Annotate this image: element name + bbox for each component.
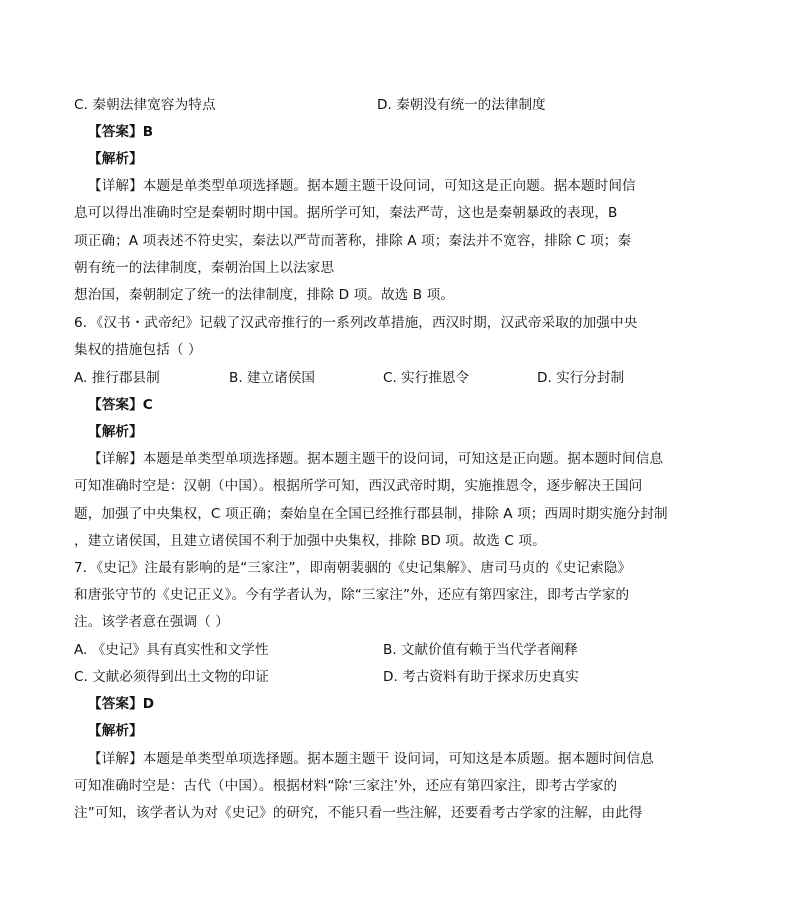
- q6-stem-line: 6．《汉书・武帝纪》记载了汉武帝推行的一系列改革措施，西汉时期，汉武帝采取的加强中央: [74, 315, 638, 331]
- q7-option-c: C. 文献必须得到出土文物的印证: [74, 669, 269, 685]
- q7-stem-line: 注。该学者意在强调（ ）: [74, 614, 230, 630]
- q6-detail-line: ，建立诸侯国，且建立诸侯国不利于加强中央集权，排除 BD 项。故选 C 项。: [74, 533, 546, 549]
- q6-detail-line: 可知准确时空是：汉朝（中国）。根据所学可知，西汉武帝时期，实施推恩令，逐步解决王国问: [74, 478, 643, 494]
- q7-detail-line: 注”可知，该学者认为对《史记》的研究，不能只看一些注解，还要看考古学家的注解，由此得: [74, 805, 643, 821]
- q7-option-a: A. 《史记》具有真实性和文学性: [74, 642, 269, 658]
- q5-answer: 【答案】B: [88, 124, 154, 140]
- q6-detail-line: 【详解】本题是单类型单项选择题。据本题主题干的设问词，可知这是正向题。据本题时间信息: [88, 451, 664, 467]
- q5-option-d: D. 秦朝没有统一的法律制度: [377, 97, 546, 113]
- q6-stem-line: 集权的措施包括（ ）: [74, 342, 202, 358]
- q7-detail-line: 可知准确时空是：古代（中国）。根据材料“除‘三家注’外，还应有第四家注，即考古学家的: [74, 778, 618, 794]
- q7-stem-line: 和唐张守节的《史记正义》。今有学者认为，除“三家注”外，还应有第四家注，即考古学家的: [74, 587, 630, 603]
- q5-option-c: C. 秦朝法律宽容为特点: [74, 97, 216, 113]
- q5-detail-line: 项正确；A 项表述不符史实，秦法以严苛而著称，排除 A 项；秦法并不宽容，排除 C 项；秦: [74, 233, 632, 249]
- q6-analysis-heading: 【解析】: [88, 424, 143, 440]
- q7-answer: 【答案】D: [88, 696, 155, 712]
- q7-analysis-heading: 【解析】: [88, 723, 143, 739]
- q7-detail-line: 【详解】本题是单类型单项选择题。据本题主题干 设问词，可知这是本质题。据本题时间信息: [88, 751, 654, 767]
- q6-option-b: B. 建立诸侯国: [229, 370, 315, 386]
- q5-detail-line: 息可以得出准确时空是秦朝时期中国。据所学可知，秦法严苛，这也是秦朝暴政的表现，B: [74, 205, 618, 221]
- q6-detail-line: 题，加强了中央集权，C 项正确；秦始皇在全国已经推行郡县制，排除 A 项；西周时期实施分封制: [74, 506, 668, 522]
- q6-option-c: C. 实行推恩令: [383, 370, 470, 386]
- q5-detail-line: 朝有统一的法律制度，秦朝治国上以法家思: [74, 260, 335, 276]
- q5-detail-line: 想治国，秦朝制定了统一的法律制度，排除 D 项。故选 B 项。: [74, 287, 455, 303]
- q6-answer: 【答案】C: [88, 397, 153, 413]
- q6-option-a: A. 推行郡县制: [74, 370, 160, 386]
- q5-detail-line: 【详解】本题是单类型单项选择题。据本题主题干设问词，可知这是正向题。据本题时间信: [88, 178, 636, 194]
- q5-analysis-heading: 【解析】: [88, 151, 143, 167]
- q7-option-b: B. 文献价值有赖于当代学者阐释: [383, 642, 578, 658]
- q7-stem-line: 7．《史记》注最有影响的是“三家注”，即南朝裴骃的《史记集解》、唐司马贞的《史记索隐》: [74, 560, 632, 576]
- q7-option-d: D. 考古资料有助于探求历史真实: [383, 669, 579, 685]
- q6-option-d: D. 实行分封制: [537, 370, 625, 386]
